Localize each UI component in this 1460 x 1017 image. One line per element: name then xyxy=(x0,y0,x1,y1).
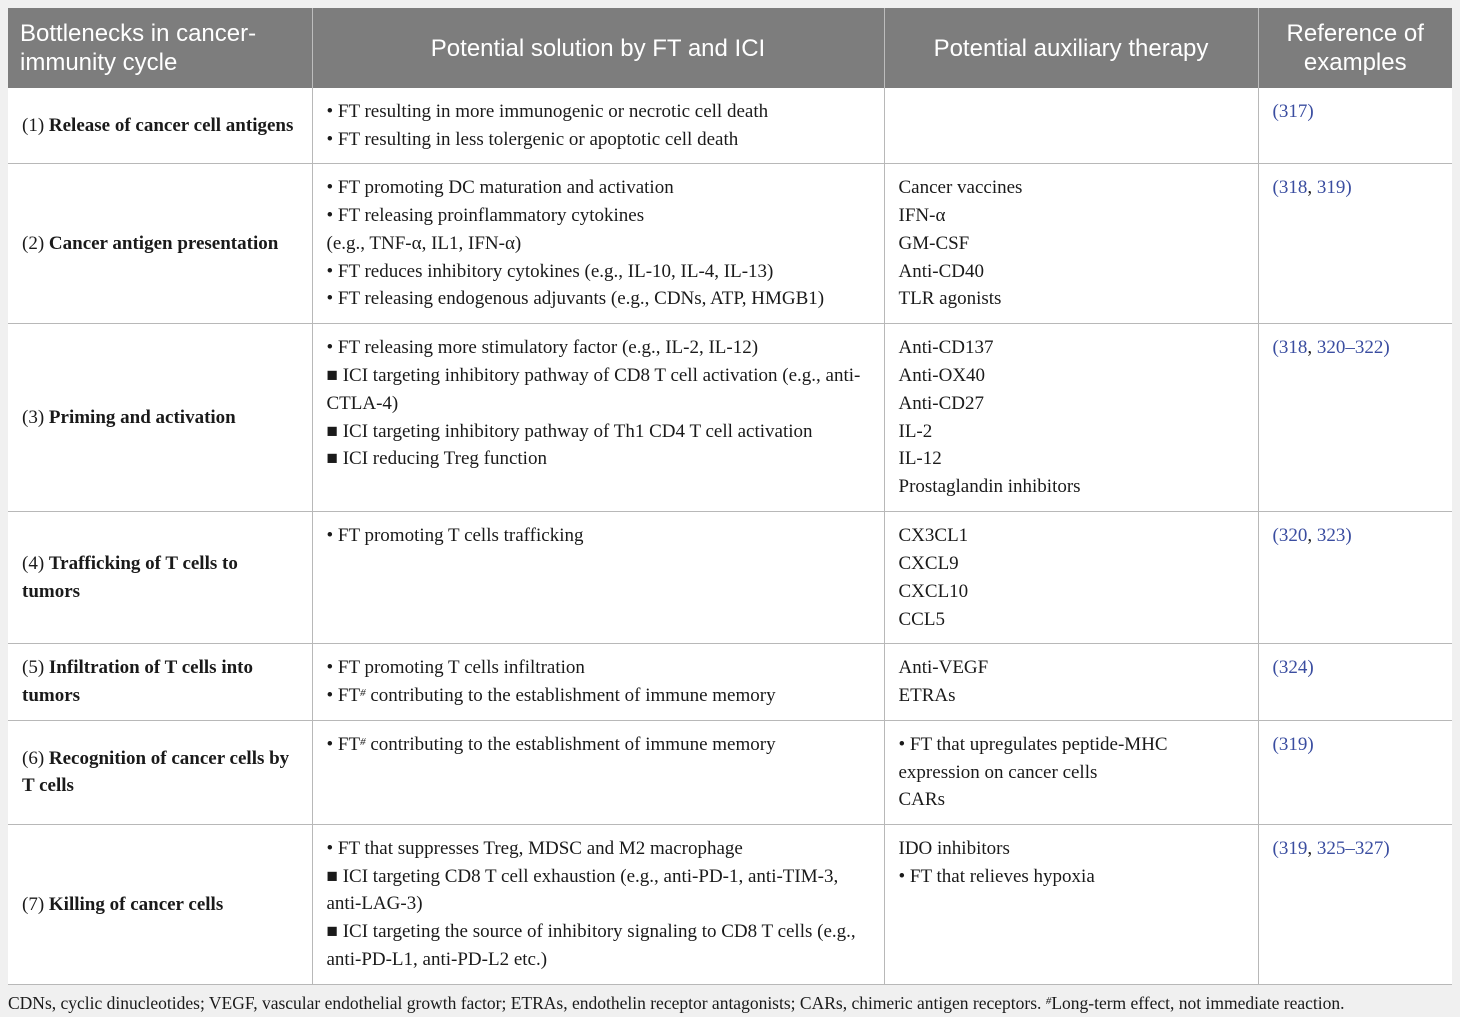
solution-item: • FT promoting T cells infiltration xyxy=(326,657,585,679)
therapy-item: ETRAs xyxy=(898,685,956,707)
stage-number: (6) xyxy=(22,747,45,769)
therapy-item: Prostaglandin inhibitors xyxy=(898,475,1081,497)
therapy-item: Anti-CD27 xyxy=(898,392,984,414)
stage-title: Cancer antigen presentation xyxy=(48,233,279,255)
table-row xyxy=(8,88,1452,164)
solution-item: • FT resulting in less tolergenic or apoptotic cell death xyxy=(326,128,739,150)
therapy-cell xyxy=(884,644,1258,720)
stage-title: Trafficking of T cells to tumors xyxy=(22,553,238,602)
therapy-item: GM-CSF xyxy=(898,232,970,254)
therapy-item: Anti-OX40 xyxy=(898,365,986,387)
solution-item: • FT releasing endogenous adjuvants (e.g., CDNs, ATP, HMGB1) xyxy=(326,288,825,310)
solution-cell xyxy=(312,720,884,824)
header-auxiliary-therapy: Potential auxiliary therapy xyxy=(884,8,1258,88)
table-row xyxy=(8,720,1452,824)
therapy-item: Cancer vaccines xyxy=(898,177,1023,199)
reference-link[interactable]: 325–327 xyxy=(1316,837,1384,859)
reference-open-paren: ( xyxy=(1272,837,1279,859)
therapy-item: IL-2 xyxy=(898,420,933,442)
stage-title: Release of cancer cell antigens xyxy=(48,114,294,136)
solution-cell xyxy=(312,824,884,984)
stage-number: (5) xyxy=(22,657,45,679)
reference-cell: (318, 319) xyxy=(1258,164,1452,324)
solution-item: ■ ICI reducing Treg function xyxy=(326,448,547,470)
therapy-cell xyxy=(884,88,1258,164)
stage-cell xyxy=(8,512,312,644)
reference-close-paren: ) xyxy=(1383,837,1390,859)
solution-item: • FT resulting in more immunogenic or necrotic cell death xyxy=(326,101,769,122)
reference-open-paren: ( xyxy=(1272,177,1279,199)
therapy-item: • FT that upregulates peptide-MHC expression on cancer cells xyxy=(898,733,1168,783)
reference-link[interactable]: 318 xyxy=(1278,337,1308,359)
solution-item: ■ ICI targeting CD8 T cell exhaustion (e.g., anti-PD-1, anti-TIM-3, anti-LAG-3) xyxy=(326,865,839,915)
therapy-item: CXCL9 xyxy=(898,553,959,575)
reference-cell: (319, 325–327) xyxy=(1258,824,1452,984)
stage-number: (1) xyxy=(22,114,45,136)
solution-item: • FT promoting T cells trafficking xyxy=(326,525,584,547)
stage-cell xyxy=(8,644,312,720)
reference-link[interactable]: 317 xyxy=(1278,101,1308,122)
therapy-item: CCL5 xyxy=(898,608,945,630)
table-row xyxy=(8,324,1452,512)
solution-item: (e.g., TNF-α, IL1, IFN-α) xyxy=(326,232,522,254)
therapy-cell xyxy=(884,512,1258,644)
reference-close-paren: ) xyxy=(1383,337,1390,359)
therapy-cell xyxy=(884,164,1258,324)
solution-item: • FT reduces inhibitory cytokines (e.g., IL-10, IL-4, IL-13) xyxy=(326,260,774,282)
solution-item: • FT releasing proinflammatory cytokines xyxy=(326,205,645,227)
reference-open-paren: ( xyxy=(1272,733,1279,755)
reference-link[interactable]: 324 xyxy=(1278,657,1308,679)
reference-close-paren: ) xyxy=(1307,733,1314,755)
therapy-item: IL-12 xyxy=(898,448,942,470)
solution-item: • FT# contributing to the establishment of immune memory xyxy=(326,733,776,755)
stage-cell xyxy=(8,324,312,512)
table-row xyxy=(8,644,1452,720)
therapy-item: CXCL10 xyxy=(898,580,969,602)
stage-number: (3) xyxy=(22,407,45,429)
table-row xyxy=(8,512,1452,644)
solution-item: • FT releasing more stimulatory factor (e.g., IL-2, IL-12) xyxy=(326,337,759,359)
therapy-cell xyxy=(884,324,1258,512)
stage-title: Recognition of cancer cells by T cells xyxy=(22,747,290,797)
table-container xyxy=(8,8,1452,1014)
therapy-item: CARs xyxy=(898,789,945,811)
cancer-immunity-table xyxy=(8,8,1452,985)
stage-cell xyxy=(8,164,312,324)
header-solution: Potential solution by FT and ICI xyxy=(312,8,884,88)
therapy-item: Anti-VEGF xyxy=(898,657,989,679)
therapy-item: IDO inhibitors xyxy=(898,837,1010,859)
reference-close-paren: ) xyxy=(1307,657,1314,679)
therapy-cell xyxy=(884,824,1258,984)
header-row xyxy=(8,8,1452,88)
reference-cell: (318, 320–322) xyxy=(1258,324,1452,512)
reference-link[interactable]: 323 xyxy=(1316,525,1346,547)
therapy-item: CX3CL1 xyxy=(898,525,969,547)
footnote: CDNs, cyclic dinucleotides; VEGF, vascular endothelial growth factor; ETRAs, endothelin receptor antagonists; CARs, chimeric antigen receptors. #Long-term effect, not immediate reaction. xyxy=(8,992,1345,1013)
reference-cell xyxy=(1258,88,1452,164)
stage-title: Priming and activation xyxy=(48,407,236,429)
reference-open-paren: ( xyxy=(1272,657,1279,679)
therapy-item: Anti-CD40 xyxy=(898,260,984,282)
stage-cell xyxy=(8,824,312,984)
solution-item: • FT# contributing to the establishment of immune memory xyxy=(326,685,776,707)
reference-open-paren: ( xyxy=(1272,101,1279,122)
stage-number: (7) xyxy=(22,893,45,915)
solution-item: • FT promoting DC maturation and activation xyxy=(326,177,674,199)
therapy-item: TLR agonists xyxy=(898,288,1002,310)
reference-link[interactable]: 319 xyxy=(1316,177,1346,199)
reference-close-paren: ) xyxy=(1307,101,1314,122)
stage-number: (4) xyxy=(22,553,45,575)
reference-cell xyxy=(1258,644,1452,720)
solution-cell xyxy=(312,164,884,324)
table-row xyxy=(8,164,1452,324)
table-row xyxy=(8,824,1452,984)
header-bottlenecks: Bottlenecks in cancer-immunity cycle xyxy=(8,8,312,88)
stage-cell xyxy=(8,88,312,164)
solution-item: ■ ICI targeting inhibitory pathway of CD8 T cell activation (e.g., anti-CTLA-4) xyxy=(326,365,861,414)
reference-link[interactable]: 319 xyxy=(1278,733,1308,755)
reference-link[interactable]: 318 xyxy=(1278,177,1308,199)
reference-link[interactable]: 319 xyxy=(1278,837,1308,859)
solution-cell xyxy=(312,324,884,512)
stage-number: (2) xyxy=(22,233,45,255)
reference-link[interactable]: 320 xyxy=(1278,525,1308,547)
solution-item: ■ ICI targeting inhibitory pathway of Th1 CD4 T cell activation xyxy=(326,420,813,442)
stage-cell xyxy=(8,720,312,824)
header-reference: Reference of examples xyxy=(1258,8,1452,88)
reference-close-paren: ) xyxy=(1345,525,1352,547)
therapy-item: Anti-CD137 xyxy=(898,337,994,359)
therapy-item: IFN-α xyxy=(898,205,946,227)
solution-cell xyxy=(312,88,884,164)
stage-title: Killing of cancer cells xyxy=(48,893,224,915)
solution-item: • FT that suppresses Treg, MDSC and M2 macrophage xyxy=(326,837,743,859)
stage-title: Infiltration of T cells into tumors xyxy=(22,657,253,707)
reference-cell: (320, 323) xyxy=(1258,512,1452,644)
reference-close-paren: ) xyxy=(1345,177,1352,199)
solution-cell xyxy=(312,512,884,644)
reference-cell xyxy=(1258,720,1452,824)
therapy-cell xyxy=(884,720,1258,824)
solution-cell xyxy=(312,644,884,720)
therapy-item: • FT that relieves hypoxia xyxy=(898,865,1095,887)
reference-open-paren: ( xyxy=(1272,525,1279,547)
solution-item: ■ ICI targeting the source of inhibitory signaling to CD8 T cells (e.g., anti-PD-L1, anti-PD-L2 etc.) xyxy=(326,921,856,970)
reference-open-paren: ( xyxy=(1272,337,1279,359)
reference-link[interactable]: 320–322 xyxy=(1316,337,1384,359)
